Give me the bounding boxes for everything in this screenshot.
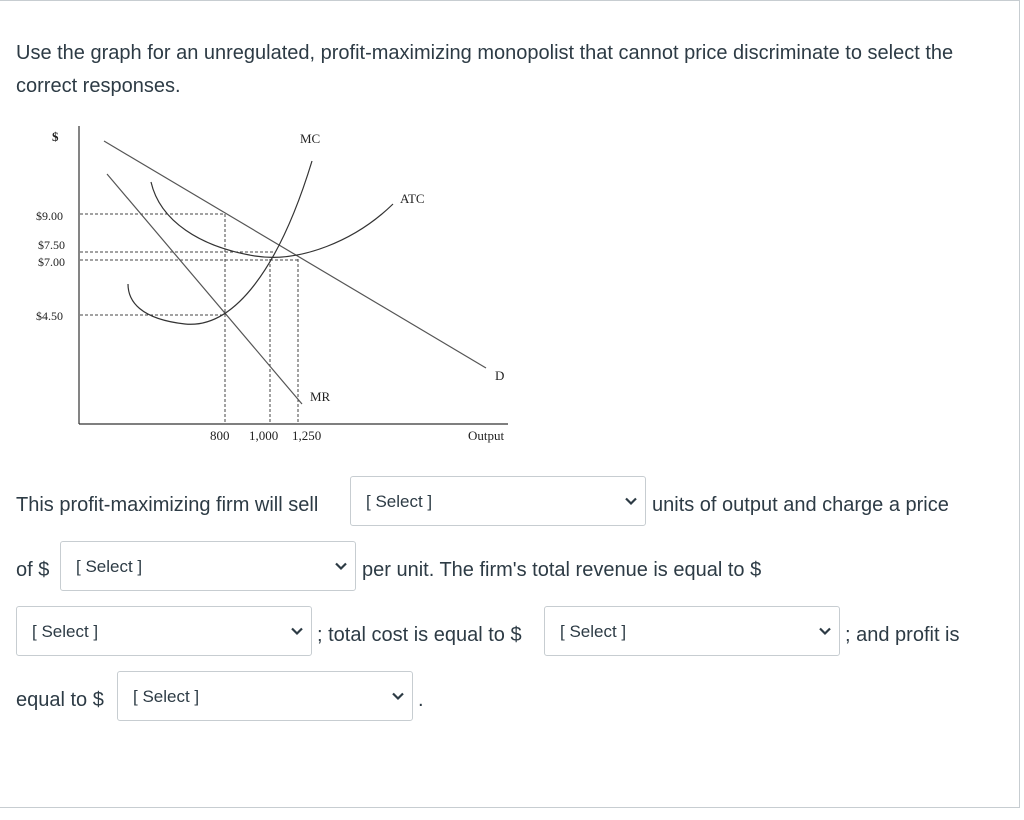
output-tick-1000: 1,000: [249, 428, 279, 443]
chevron-down-icon: [334, 559, 348, 573]
cost-select[interactable]: [544, 606, 840, 656]
demand-curve: [104, 141, 486, 368]
revenue-select[interactable]: [16, 606, 312, 656]
chevron-down-icon: [391, 689, 405, 703]
sentence-part-1: This profit-maximizing firm will sell: [16, 494, 319, 516]
price-select-value: [ Select ]: [76, 557, 143, 576]
profit-select[interactable]: [117, 671, 413, 721]
sentence-part-4: per unit. The firm's total revenue is equal to $: [362, 559, 762, 581]
revenue-select-value: [ Select ]: [32, 622, 99, 641]
sentence-period: .: [418, 689, 424, 711]
price-select[interactable]: [60, 541, 356, 591]
sentence-part-6: ; and profit is: [845, 624, 960, 646]
output-tick-800: 800: [210, 428, 230, 443]
output-tick-1250: 1,250: [292, 428, 322, 443]
mr-curve: [107, 174, 302, 404]
chevron-down-icon: [290, 624, 304, 638]
mc-curve: [128, 161, 312, 324]
chevron-down-icon: [624, 494, 638, 508]
mc-label: MC: [300, 131, 321, 146]
price-tick-9: $9.00: [36, 209, 63, 223]
sentence-part-3: of $: [16, 559, 50, 581]
mr-label: MR: [310, 389, 331, 404]
price-tick-7: $7.00: [38, 255, 65, 269]
y-axis-label: $: [52, 129, 59, 144]
price-tick-7-50: $7.50: [38, 238, 65, 252]
atc-label: ATC: [400, 191, 425, 206]
chevron-down-icon: [818, 624, 832, 638]
sentence-part-7: equal to $: [16, 689, 104, 711]
x-axis-label: Output: [468, 428, 505, 443]
monopoly-graph: [28, 97, 538, 457]
price-tick-4-50: $4.50: [36, 309, 63, 323]
units-select[interactable]: [350, 476, 646, 526]
question-text: Use the graph for an unregulated, profit-maximizing monopolist that cannot price discriminate to select the correct responses.: [16, 42, 954, 97]
cost-select-value: [ Select ]: [560, 622, 627, 641]
demand-label: D: [495, 368, 505, 383]
sentence-part-2: units of output and charge a price: [652, 494, 949, 516]
atc-curve: [151, 182, 393, 257]
units-select-value: [ Select ]: [366, 492, 433, 511]
profit-select-value: [ Select ]: [133, 687, 200, 706]
sentence-part-5: ; total cost is equal to $: [317, 624, 522, 646]
